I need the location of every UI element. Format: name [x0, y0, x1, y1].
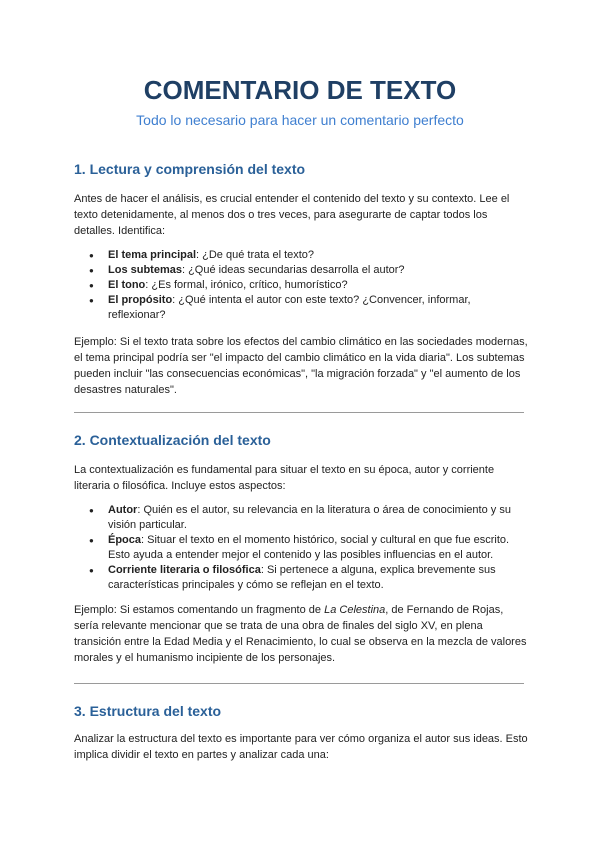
section-divider: [74, 683, 524, 684]
section-1-heading: 1. Lectura y comprensión del texto: [74, 161, 306, 177]
list-item-text: : Situar el texto en el momento histórico, social y cultural en que fue escrito. Esto ayuda a entender mejor el contenido y las posibles influencias en el autor.: [108, 534, 510, 561]
section-2-list: [74, 503, 524, 593]
list-item-text: : Quién es el autor, su relevancia en la literatura o área de conocimiento y su visión particular.: [108, 504, 511, 531]
list-item-term: Autor: [108, 504, 138, 516]
list-item: [74, 278, 524, 293]
list-item-text: : ¿De qué trata el texto?: [196, 249, 315, 261]
section-1-example: Ejemplo: Si el texto trata sobre los efectos del cambio climático en las sociedades modernas, el tema principal podría ser "el impacto del cambio climático en la vida diaria". Los subtemas pueden incluir "las consecuencias económicas", "la migración forzada" y "el aumento de los desastres naturales".: [74, 336, 528, 396]
list-item: [74, 293, 524, 323]
list-item-term: El propósito: [108, 294, 173, 306]
list-item-text: : ¿Qué ideas secundarias desarrolla el autor?: [181, 264, 405, 276]
section-2-heading: 2. Contextualización del texto: [74, 432, 271, 448]
list-item-term: Los subtemas: [108, 264, 182, 276]
list-item-term: El tono: [108, 279, 146, 291]
example-text: , de Fernando de Rojas, sería relevante mencionar que se trata de una obra de finales del siglo XV, en plena transición entre la Edad Media y el Renacimiento, lo cual se observa en la mezcla de valores morales y el humanismo incipiente de los personajes.: [74, 604, 527, 664]
list-item-text: : ¿Es formal, irónico, crítico, humorístico?: [145, 279, 348, 291]
list-item-term: Época: [108, 534, 142, 546]
list-item: [74, 563, 524, 593]
list-item-term: Corriente literaria o filosófica: [108, 564, 261, 576]
section-3-intro: Analizar la estructura del texto es importante para ver cómo organiza el autor sus ideas. Esto implica dividir el texto en partes y analizar cada una:: [74, 733, 528, 761]
section-3-heading: 3. Estructura del texto: [74, 703, 222, 719]
page-subtitle: Todo lo necesario para hacer un comentario perfecto: [136, 112, 464, 128]
section-divider: [74, 412, 524, 413]
list-item: [74, 263, 524, 278]
list-item-term: El tema principal: [108, 249, 197, 261]
work-title: La Celestina: [324, 604, 386, 616]
example-text: Ejemplo: Si estamos comentando un fragmento de: [74, 604, 325, 616]
list-item: [74, 248, 524, 263]
page-title: COMENTARIO DE TEXTO: [143, 75, 457, 105]
list-item-text: : Si pertenece a alguna, explica brevemente sus características principales y cómo se reflejan en el texto.: [108, 564, 496, 591]
list-item: [74, 503, 524, 533]
list-item-text: : ¿Qué intenta el autor con este texto? ¿Convencer, informar, reflexionar?: [108, 294, 471, 321]
section-1-list: [74, 248, 524, 323]
section-1-intro: Antes de hacer el análisis, es crucial entender el contenido del texto y su contexto. Lee el texto detenidamente, al menos dos o tres veces, para asegurarte de captar todos los detalles. Identifica:: [74, 193, 510, 237]
section-2-example: [74, 602, 530, 666]
list-item: [74, 533, 524, 563]
section-2-intro: La contextualización es fundamental para situar el texto en su época, autor y corriente literaria o filosófica. Incluye estos aspectos:: [74, 464, 495, 492]
